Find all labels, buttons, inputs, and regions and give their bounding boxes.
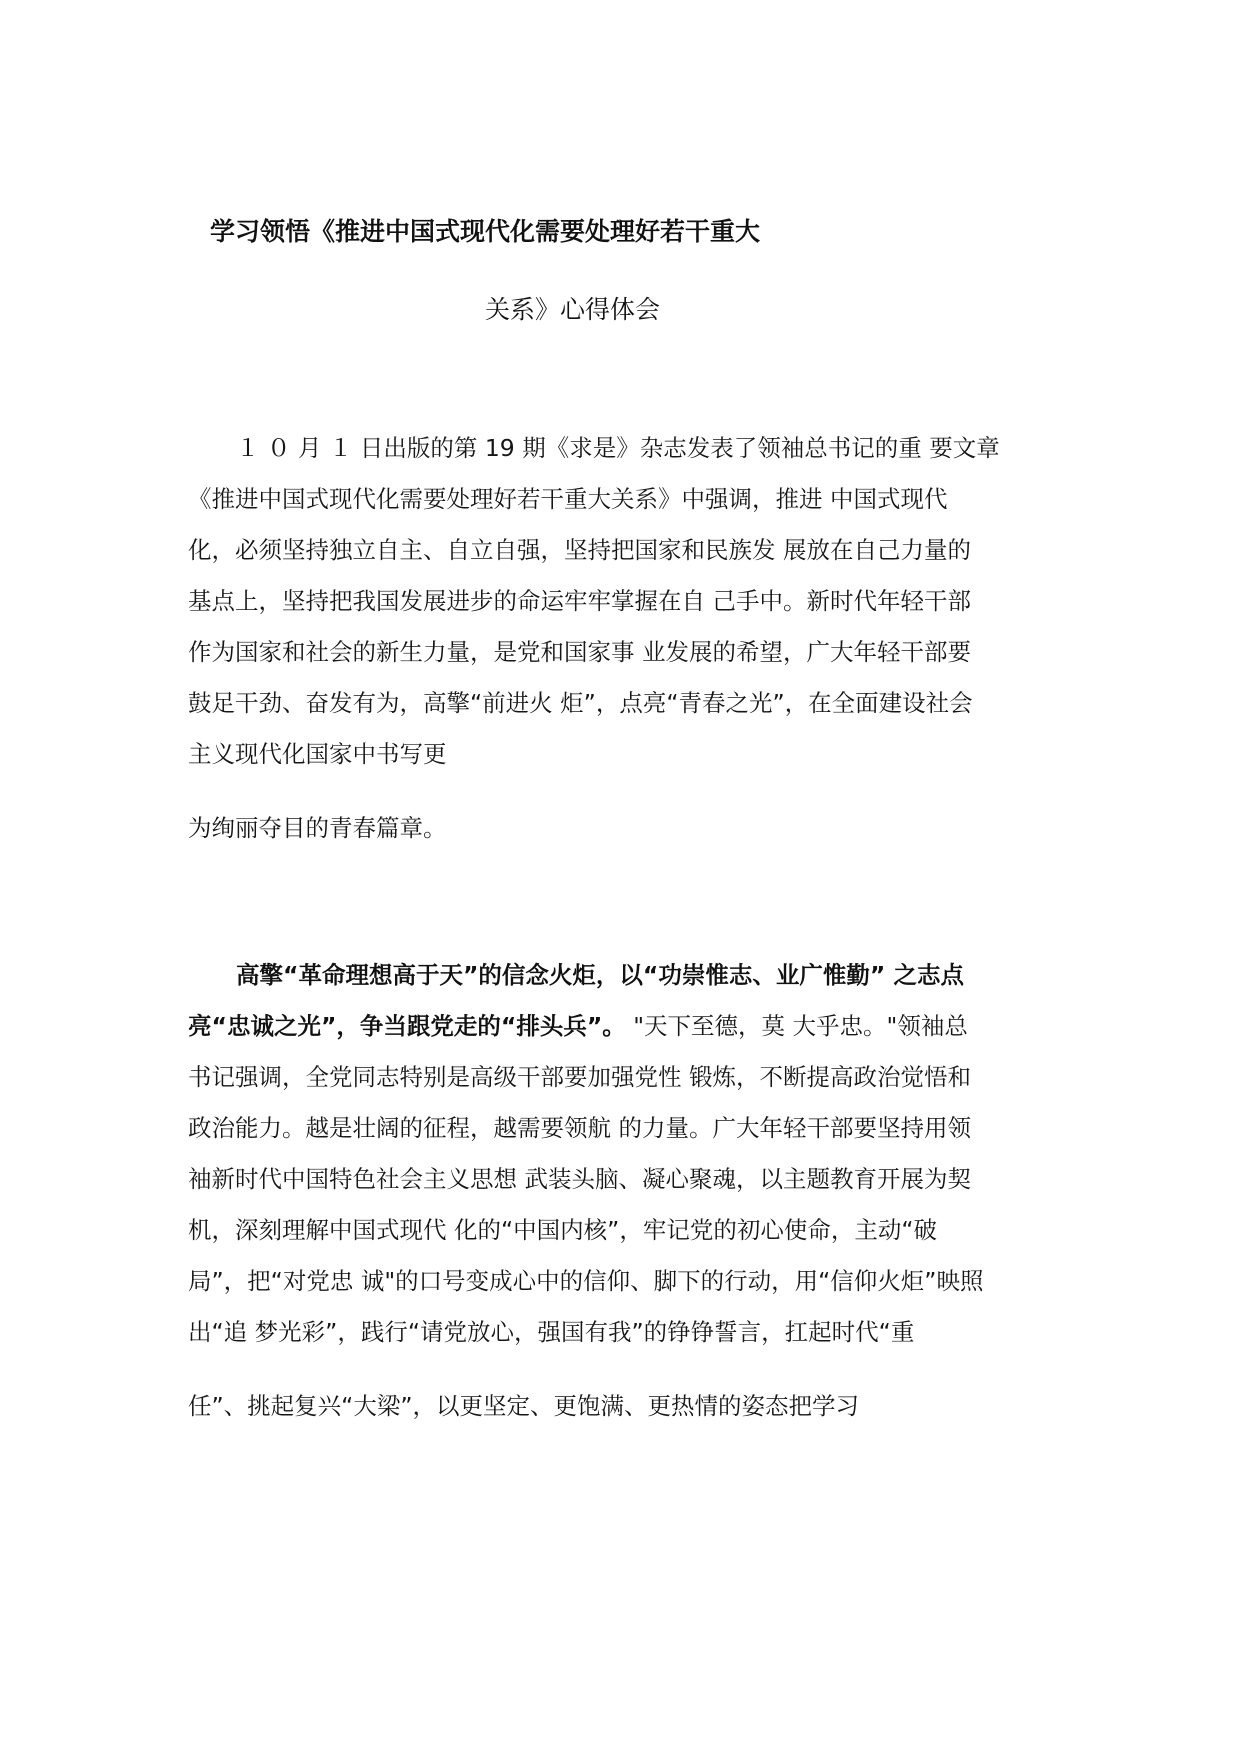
paragraph-2-line-4: 政治能力。越是壮阔的征程，越需要领航 的力量。广大年轻干部要坚持用领 [188, 1114, 971, 1142]
paragraph-1-line-7: 主义现代化国家中书写更 [188, 740, 447, 768]
paragraph-1-line-2: 《推进中国式现代化需要处理好若干重大关系》中强调，推进 中国式现代 [188, 485, 948, 513]
document-title-line-2: 关系》心得体会 [485, 295, 661, 324]
paragraph-2-lead-line-2: 亮“忠诚之光”，争当跟党走的“排头兵”。 [188, 1012, 626, 1040]
paragraph-2-line-5: 袖新时代中国特色社会主义思想 武装头脑、凝心聚魂，以主题教育开展为契 [188, 1165, 971, 1193]
paragraph-1-tail: 为绚丽夺目的青春篇章。 [188, 814, 447, 842]
paragraph-2-line-2-rest: "天下至德，莫 大乎忠。"领袖总 [625, 1012, 968, 1040]
paragraph-2-line-6: 机，深刻理解中国式现代 化的“中国内核”，牢记党的初心使命，主动“破 [188, 1216, 937, 1244]
paragraph-2-line-8: 出“追 梦光彩”，践行“请党放心，强国有我”的铮铮誓言，扛起时代“重 [188, 1318, 915, 1346]
paragraph-1-line-5: 作为国家和社会的新生力量，是党和国家事 业发展的希望，广大年轻干部要 [188, 638, 971, 666]
paragraph-2-lead-line-1: 高擎“革命理想高于天”的信念火炬，以“功崇惟志、业广惟勤” 之志点 [236, 961, 964, 989]
paragraph-1-line-4: 基点上，坚持把我国发展进步的命运牢牢掌握在自 己手中。新时代年轻干部 [188, 587, 971, 615]
paragraph-2-line-7: 局”，把“对党忠 诚"的口号变成心中的信仰、脚下的行动，用“信仰火炬”映照 [188, 1267, 984, 1295]
paragraph-2-line-3: 书记强调，全党同志特别是高级干部要加强党性 锻炼，不断提高政治觉悟和 [188, 1063, 971, 1091]
paragraph-2-line-2 [188, 1011, 1068, 1041]
paragraph-2-tail: 任”、挑起复兴“大梁”，以更坚定、更饱满、更热情的姿态把学习 [188, 1392, 860, 1420]
paragraph-1-line-3: 化，必须坚持独立自主、自立自强，坚持把国家和民族发 展放在自己力量的 [188, 536, 971, 564]
paragraph-1-line-1: １ ０ 月 １ 日出版的第 19 期《求是》杂志发表了领袖总书记的重 要文章 [236, 434, 1000, 462]
document-title-line-1: 学习领悟《推进中国式现代化需要处理好若干重大 [210, 217, 761, 246]
paragraph-1-line-6: 鼓足干劲、奋发有为，高擎“前进火 炬”，点亮“青春之光”，在全面建设社会 [188, 689, 973, 717]
